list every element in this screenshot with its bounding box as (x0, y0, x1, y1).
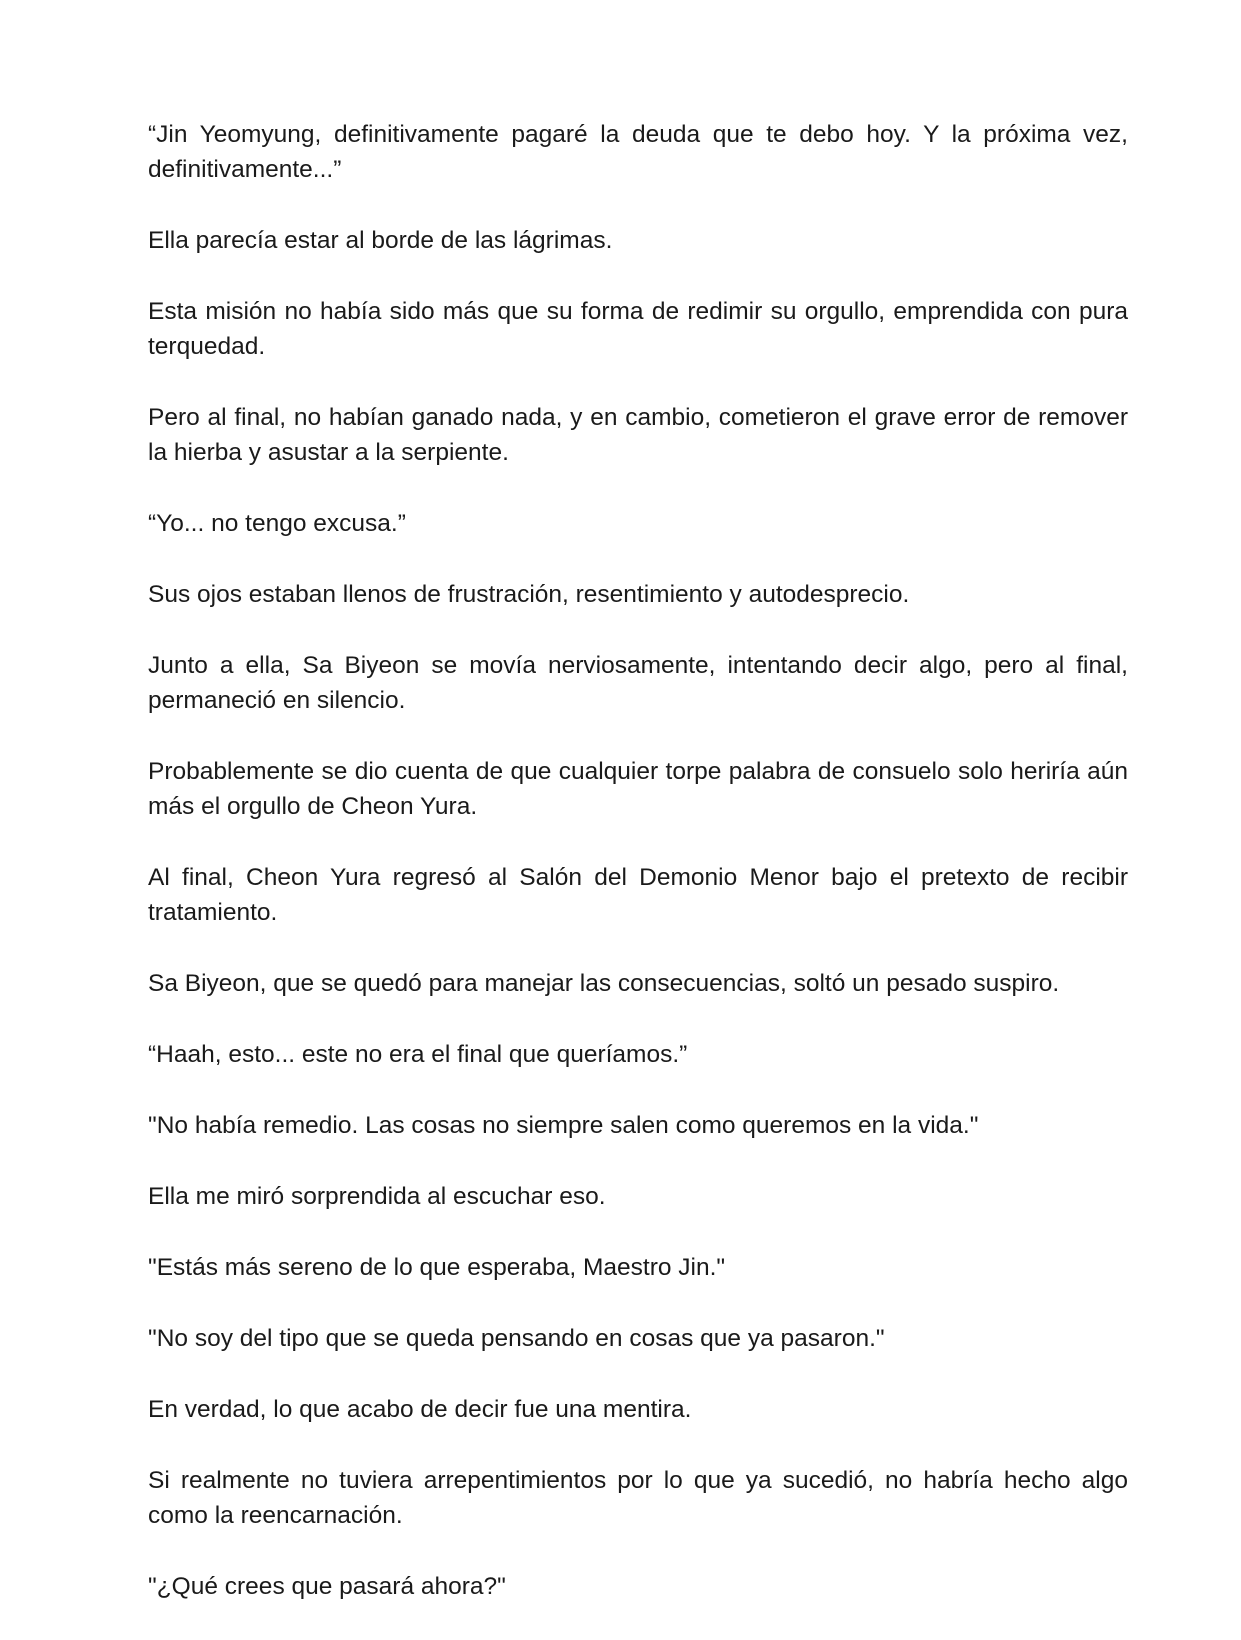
paragraph-10: Sa Biyeon, que se quedó para manejar las consecuencias, soltó un pesado suspiro. (148, 970, 1060, 997)
document-body (148, 117, 1128, 1640)
paragraph-8: Probablemente se dio cuenta de que cualquier torpe palabra de consuelo solo heriría aún más el orgullo de Cheon Yura. (148, 758, 1128, 820)
paragraph-13: Ella me miró sorprendida al escuchar eso. (148, 1183, 606, 1210)
paragraph-15: "No soy del tipo que se queda pensando en cosas que ya pasaron." (148, 1325, 885, 1352)
paragraph-5: “Yo... no tengo excusa.” (148, 510, 406, 537)
paragraph-14: "Estás más sereno de lo que esperaba, Maestro Jin." (148, 1254, 726, 1281)
paragraph-18: "¿Qué crees que pasará ahora?" (148, 1573, 506, 1600)
paragraph-1: “Jin Yeomyung, definitivamente pagaré la deuda que te debo hoy. Y la próxima vez, definitivamente...” (148, 121, 1128, 183)
paragraph-9: Al final, Cheon Yura regresó al Salón del Demonio Menor bajo el pretexto de recibir tratamiento. (148, 864, 1128, 926)
paragraph-11: “Haah, esto... este no era el final que queríamos.” (148, 1041, 688, 1068)
paragraph-16: En verdad, lo que acabo de decir fue una mentira. (148, 1396, 692, 1423)
paragraph-2: Ella parecía estar al borde de las lágrimas. (148, 227, 613, 254)
paragraph-4: Pero al final, no habían ganado nada, y en cambio, cometieron el grave error de remover la hierba y asustar a la serpiente. (148, 404, 1128, 466)
paragraph-7: Junto a ella, Sa Biyeon se movía nerviosamente, intentando decir algo, pero al final, permaneció en silencio. (148, 652, 1128, 714)
paragraph-12: "No había remedio. Las cosas no siempre salen como queremos en la vida." (148, 1112, 979, 1139)
paragraph-17: Si realmente no tuviera arrepentimientos por lo que ya sucedió, no habría hecho algo como la reencarnación. (148, 1467, 1128, 1529)
paragraph-6: Sus ojos estaban llenos de frustración, resentimiento y autodesprecio. (148, 581, 910, 608)
paragraph-3: Esta misión no había sido más que su forma de redimir su orgullo, emprendida con pura terquedad. (148, 298, 1128, 360)
